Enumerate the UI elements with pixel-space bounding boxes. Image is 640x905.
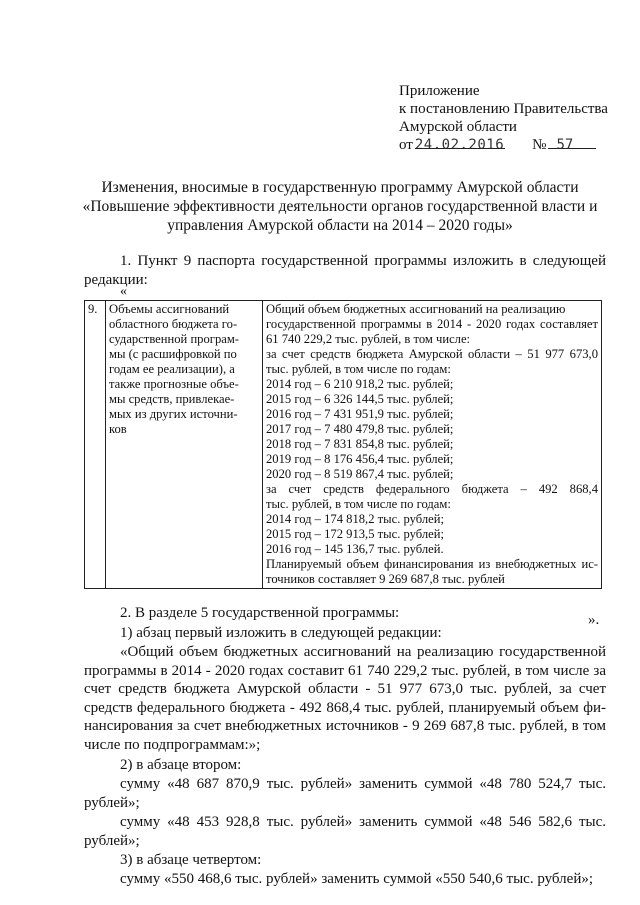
content-line: 2015 год – 6 326 144,5 тыс. рублей; xyxy=(266,392,454,406)
quote-line: числе по подпрограммам:»; xyxy=(84,736,261,753)
appendix-date-line xyxy=(399,136,608,154)
date-underline xyxy=(415,148,505,149)
item-1-paragraph xyxy=(84,252,606,289)
passport-table xyxy=(84,300,602,589)
content-line: Общий объем бюджетных ассигнований на реализацию xyxy=(266,302,566,316)
content-line: 2014 год – 174 818,2 тыс. рублей; xyxy=(266,512,444,526)
item-2-sub-3: 3) в абзаце четвертом: xyxy=(120,852,262,868)
item-2-sub-1: 1) абзац первый изложить в следующей редакции: xyxy=(120,625,442,641)
replace-1 xyxy=(84,775,606,812)
number-underline xyxy=(548,148,596,149)
quote-line: счет средств бюджета Амурской области - 51 977 673,0 тыс. рублей, за счет xyxy=(84,681,606,697)
quote-line: средств федерального бюджета - 492 868,4 тыс. рублей, планируемый объем фи- xyxy=(84,699,606,716)
title-line-1: Изменения, вносимые в государственную программу Амурской области xyxy=(101,179,579,196)
label-line: также прогнозные объе- xyxy=(109,377,239,391)
open-quote: « xyxy=(120,284,127,299)
content-line: 2015 год – 172 913,5 тыс. рублей; xyxy=(266,527,444,541)
content-line: Планируемый объем финансирования из внебюджетных ис- xyxy=(266,557,598,571)
resolution-date: 24.02.2016 xyxy=(414,137,505,153)
appendix-title: Приложение xyxy=(399,83,480,99)
content-line: 2014 год – 6 210 918,2 тыс. рублей; xyxy=(266,377,454,391)
item-2-quote xyxy=(84,643,606,754)
content-line: 61 740 229,2 тыс. рублей, в том числе: xyxy=(266,332,471,346)
content-line: тыс. рублей, в том числе по годам: xyxy=(266,362,451,376)
row-label-cell xyxy=(106,301,263,589)
replace-1-line-2: рублей»; xyxy=(84,794,140,811)
date-prefix: от xyxy=(399,137,413,153)
row-content-cell xyxy=(263,301,602,589)
content-line: 2016 год – 7 431 951,9 тыс. рублей; xyxy=(266,407,454,421)
row-number: 9. xyxy=(85,301,106,589)
resolution-number: 57 xyxy=(556,137,574,153)
item-2-heading: 2. В разделе 5 государственной программы: xyxy=(120,605,400,621)
label-line: мы (с расшифровкой по xyxy=(109,347,237,361)
replace-1-line-1: сумму «48 687 870,9 тыс. рублей» заменить суммой «48 780 524,7 тыс. xyxy=(120,776,606,792)
appendix-resolution: к постановлению Правительства xyxy=(399,101,608,117)
replace-2-line-1: сумму «48 453 928,8 тыс. рублей» заменить суммой «48 546 582,6 тыс. xyxy=(120,814,606,830)
replace-3: сумму «550 468,6 тыс. рублей» заменить суммой «550 540,6 тыс. рублей»; xyxy=(120,871,594,887)
close-quote: ». xyxy=(588,612,600,628)
quote-line: программы в 2014 - 2020 годах составит 61 740 229,2 тыс. рублей, в том числе за xyxy=(84,662,606,679)
content-line: тыс. рублей, в том числе по годам: xyxy=(266,497,451,511)
replace-2-line-2: рублей»; xyxy=(84,832,140,849)
appendix-block xyxy=(399,82,608,154)
content-line: государственной программы в 2014 - 2020 годах составляет xyxy=(266,317,598,331)
replace-2 xyxy=(84,813,606,850)
item-2-sub-2: 2) в абзаце втором: xyxy=(120,757,242,773)
table-row xyxy=(85,301,602,589)
content-line: за счет средств бюджета Амурской области – 51 977 673,0 xyxy=(266,347,598,361)
item-1-line-2: редакции: xyxy=(84,271,148,288)
title-line-2: «Повышение эффективности деятельности органов государственной власти и xyxy=(82,198,598,215)
content-line: 2017 год – 7 480 479,8 тыс. рублей; xyxy=(266,422,454,436)
quote-line: нансирования за счет внебюджетных источников - 9 269 687,8 тыс. рублей, в том xyxy=(84,718,606,734)
content-line: 2020 год – 8 519 867,4 тыс. рублей; xyxy=(266,467,454,481)
appendix-region: Амурской области xyxy=(399,119,517,135)
content-line: 2016 год – 145 136,7 тыс. рублей. xyxy=(266,542,444,556)
label-line: сударственной програм- xyxy=(109,332,239,346)
content-line: точников составляет 9 269 687,8 тыс. рублей xyxy=(266,572,505,586)
quote-line: «Общий объем бюджетных ассигнований на реализацию государственной xyxy=(120,644,606,660)
content-line: за счет средств федерального бюджета – 492 868,4 xyxy=(266,482,598,496)
label-line: мы средств, привлекае- xyxy=(109,392,235,406)
document-title xyxy=(60,178,620,235)
content-line: 2019 год – 8 176 456,4 тыс. рублей; xyxy=(266,452,454,466)
label-line: мых из других источни- xyxy=(109,407,238,421)
label-line: ков xyxy=(109,422,127,436)
content-line: 2018 год – 7 831 854,8 тыс. рублей; xyxy=(266,437,454,451)
label-line: Объемы ассигнований xyxy=(109,302,230,316)
label-line: годам ее реализации), а xyxy=(109,362,235,376)
number-label: № xyxy=(532,137,547,153)
item-1-line-1: 1. Пункт 9 паспорта государственной программы изложить в следующей xyxy=(120,253,606,269)
title-line-3: управления Амурской области на 2014 – 2020 годы» xyxy=(167,217,513,234)
label-line: областного бюджета го- xyxy=(109,317,238,331)
